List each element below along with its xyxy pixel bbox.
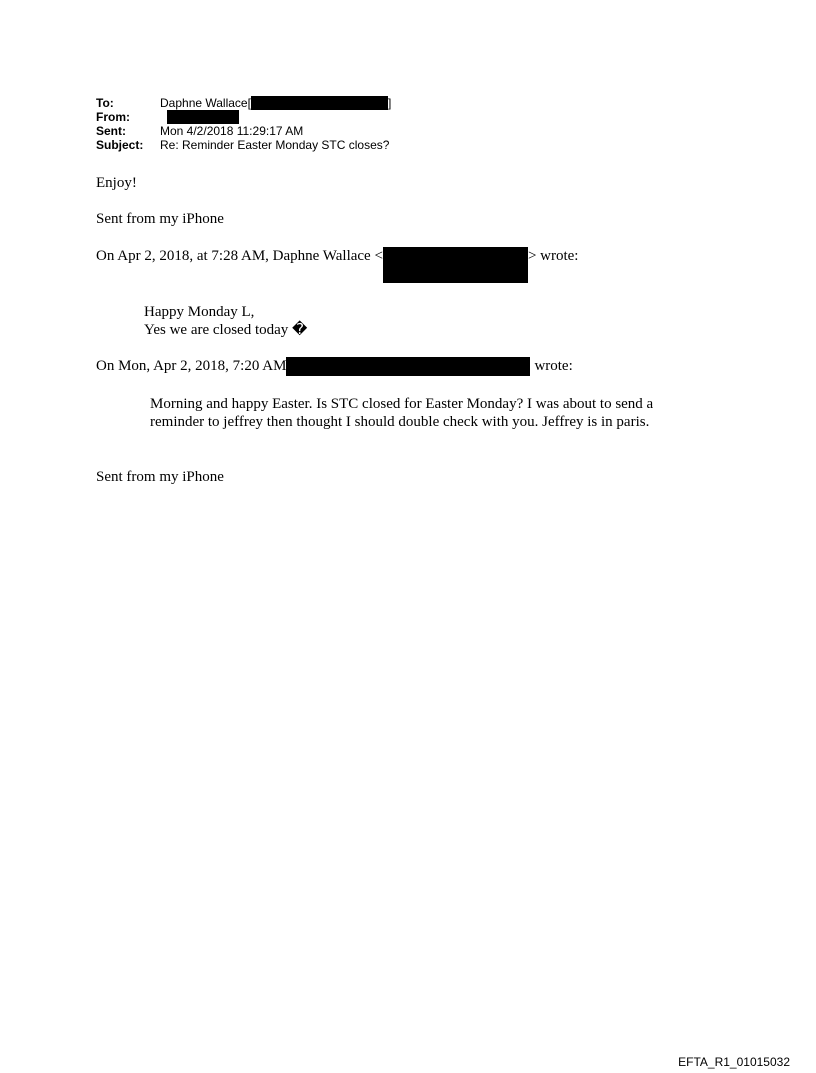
- from-value: [167, 110, 239, 124]
- redaction-bar: [286, 357, 530, 376]
- to-label: To:: [96, 96, 114, 110]
- quote-header-2-suffix: wrote:: [534, 358, 573, 374]
- document-id: EFTA_R1_01015032: [678, 1055, 790, 1069]
- signature-line-2: Sent from my iPhone: [96, 469, 224, 485]
- to-close: ]: [387, 96, 392, 110]
- original-message: Morning and happy Easter. Is STC closed for Easter Monday? I was about to send a reminder to jeffrey then thought I should double check with you. Jeffrey is in paris.: [150, 396, 654, 430]
- subject-label: Subject:: [96, 138, 144, 152]
- quote-header-1-prefix: On Apr 2, 2018, at 7:28 AM, Daphne Wallace <: [96, 248, 383, 264]
- quote-header-1: [96, 247, 578, 283]
- sent-value: Mon 4/2/2018 11:29:17 AM: [160, 124, 304, 138]
- redaction-bar: [251, 96, 388, 110]
- to-name: Daphne Wallace[: [160, 96, 251, 110]
- to-value: [160, 96, 391, 110]
- signature-line: Sent from my iPhone: [96, 211, 224, 227]
- quote-header-2-prefix: On Mon, Apr 2, 2018, 7:20 AM: [96, 358, 287, 374]
- body-line-enjoy: Enjoy!: [96, 175, 137, 191]
- subject-value: Re: Reminder Easter Monday STC closes?: [160, 138, 390, 152]
- redaction-bar: [383, 247, 528, 283]
- from-label: From:: [96, 110, 130, 124]
- reply-line: Yes we are closed today �: [144, 322, 308, 338]
- quote-header-2: [96, 357, 573, 376]
- redaction-bar: [167, 110, 239, 124]
- reply-greeting: Happy Monday L,: [144, 304, 255, 320]
- quote-header-1-suffix: > wrote:: [527, 248, 579, 264]
- sent-label: Sent:: [96, 124, 126, 138]
